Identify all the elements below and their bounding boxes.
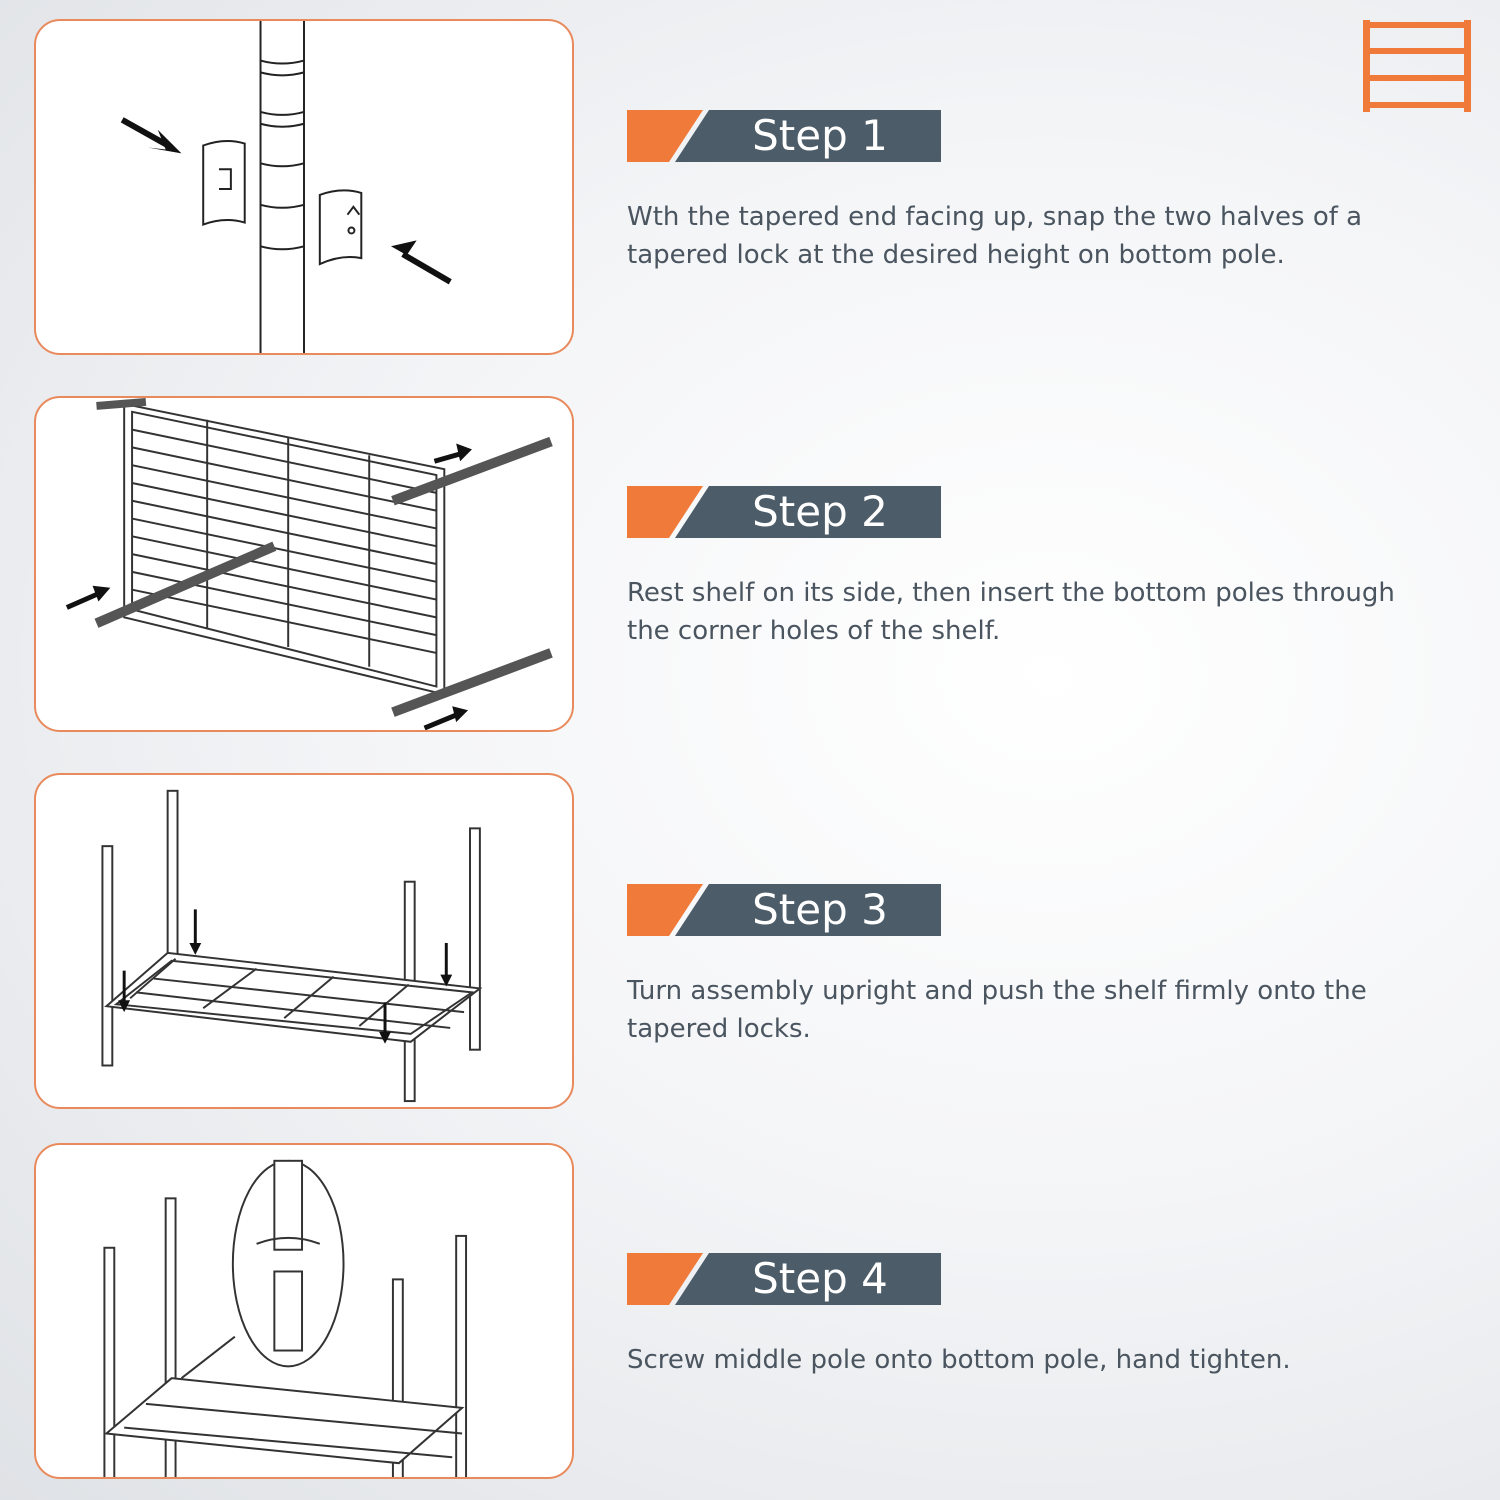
step-2-text: Rest shelf on its side, then insert the bottom poles through the corner holes of the shelf.	[627, 578, 1395, 646]
step-3-text: Turn assembly upright and push the shelf firmly onto the tapered locks.	[627, 976, 1367, 1044]
shelf-logo-icon	[1363, 20, 1471, 112]
step-1-block	[627, 110, 1447, 274]
step-1-header	[627, 110, 941, 162]
step-2-block	[627, 486, 1447, 650]
step-2-label: Step 2	[752, 487, 888, 536]
screw-poles-illustration	[34, 1143, 574, 1479]
insert-poles-illustration	[34, 396, 574, 732]
step-1-text: Wth the tapered end facing up, snap the two halves of a tapered lock at the desired height on bottom pole.	[627, 202, 1363, 270]
step-3-header	[627, 884, 941, 936]
push-shelf-illustration	[34, 773, 574, 1109]
step-1-label: Step 1	[752, 111, 888, 160]
step-4-label: Step 4	[752, 1254, 888, 1303]
tapered-lock-illustration	[34, 19, 574, 355]
step-4-header	[627, 1253, 941, 1305]
step-2-header	[627, 486, 941, 538]
step-3-block	[627, 884, 1447, 1048]
step-4-block	[627, 1253, 1447, 1379]
step-4-text: Screw middle pole onto bottom pole, hand tighten.	[627, 1345, 1291, 1375]
step-3-label: Step 3	[752, 885, 888, 934]
